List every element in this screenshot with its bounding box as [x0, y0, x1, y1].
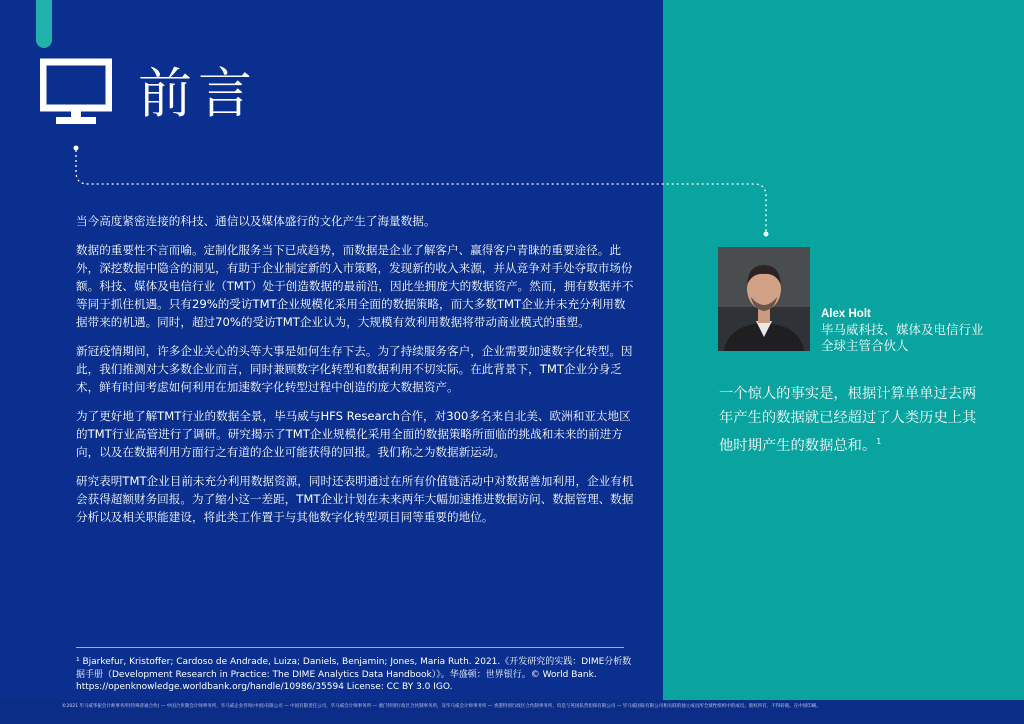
quote-footnote-ref: 1	[876, 437, 882, 446]
footnote-citation: ¹ Bjarkefur, Kristoffer; Cardoso de Andrade, Luiza; Daniels, Benjamin; Jones, Maria Ruth. 2021.《开发研究的实践：DIME分析数据手册（Development Research in Practice: The DIME Analytics Data Handbook）》。华盛顿：世界银行。© World Bank.	[76, 657, 632, 680]
footnote	[76, 656, 636, 694]
quote-text: 一个惊人的事实是，根据计算单单过去两年产生的数据就已经超过了人类历史上其他时期产生的数据总和。	[719, 386, 977, 454]
accent-tab	[36, 0, 52, 48]
page-title: 前言	[138, 62, 258, 125]
paragraph: 为了更好地了解TMT行业的数据全景，毕马威与HFS Research合作，对300多名来自北美、欧洲和亚太地区的TMT行业高管进行了调研。研究揭示了TMT企业规模化采用全面的数据策略所面临的挑战和未来的前进方向，以及在数据利用方面行之有道的企业可能获得的回报。我们称之为数据新运动。	[76, 409, 631, 459]
monitor-icon	[40, 58, 112, 138]
paragraph: 当今高度紧密连接的科技、通信以及媒体盛行的文化产生了海量数据。	[76, 214, 436, 228]
paragraph: 数据的重要性不言而喻。定制化服务当下已成趋势，而数据是企业了解客户、赢得客户青睐的重要途径。此外，深挖数据中隐含的洞见，有助于企业制定新的入市策略，发现新的收入来源，并从竞争对手处夺取市场份额。科技、媒体及电信行业（TMT）处于创造数据的最前沿，因此坐拥庞大的数据资产。然而，拥有数据并不等同于抓住机遇。只有29%的受访TMT企业规模化采用全面的数据策略，而大多数TMT企业并未充分利用数据带来的机遇。同时，超过70%的受访TMT企业认为，大规模有效利用数据将带动商业模式的重塑。	[76, 243, 634, 329]
author-portrait	[718, 247, 810, 351]
right-panel	[663, 0, 1024, 724]
footnote-divider	[76, 647, 624, 648]
paragraph: 新冠疫情期间，许多企业关心的头等大事是如何生存下去。为了持续服务客户，企业需要加速数字化转型。因此，我们推测对大多数企业而言，同时兼顾数字化转型和数据利用不切实际。在此背景下，TMT企业分身乏术，鲜有时间考虑如何利用在加速数字化转型过程中创造的庞大数据资产。	[76, 344, 633, 394]
author-role: 毕马威科技、媒体及电信行业全球主管合伙人	[821, 322, 984, 353]
legal-notice: ©2021 毕马威华振会计师事务所(特殊普通合伙) — 中国合伙制会计师事务所，毕马威企业咨询(中国)有限公司 — 中国有限责任公司，毕马威会计师事务所 — 澳门特别行政区合伙制事务所，及毕马威会计师事务所 — 香港特别行政区合伙制事务所，均是与英国私营担保有限公司 — 毕马威国际有限公司相关联的独立成员所全球性组织中的成员。版权所有，不得转载。在中国印刷。	[62, 704, 821, 709]
body-text	[76, 212, 636, 537]
paragraph: 研究表明TMT企业目前未充分利用数据资源，同时还表明通过在所有价值链活动中对数据善加利用，企业有机会获得超额财务回报。为了缩小这一差距，TMT企业计划在未来两年大幅加速推进数据访问、数据管理、数据分析以及相关职能建设，将此类工作置于与其他数字化转型项目同等重要的地位。	[76, 474, 634, 524]
pull-quote	[719, 383, 981, 458]
author-name: Alex Holt	[821, 308, 871, 320]
footnote-link[interactable]: https://openknowledge.worldbank.org/handle/10986/35594 License: CC BY 3.0 IGO.	[76, 682, 453, 692]
